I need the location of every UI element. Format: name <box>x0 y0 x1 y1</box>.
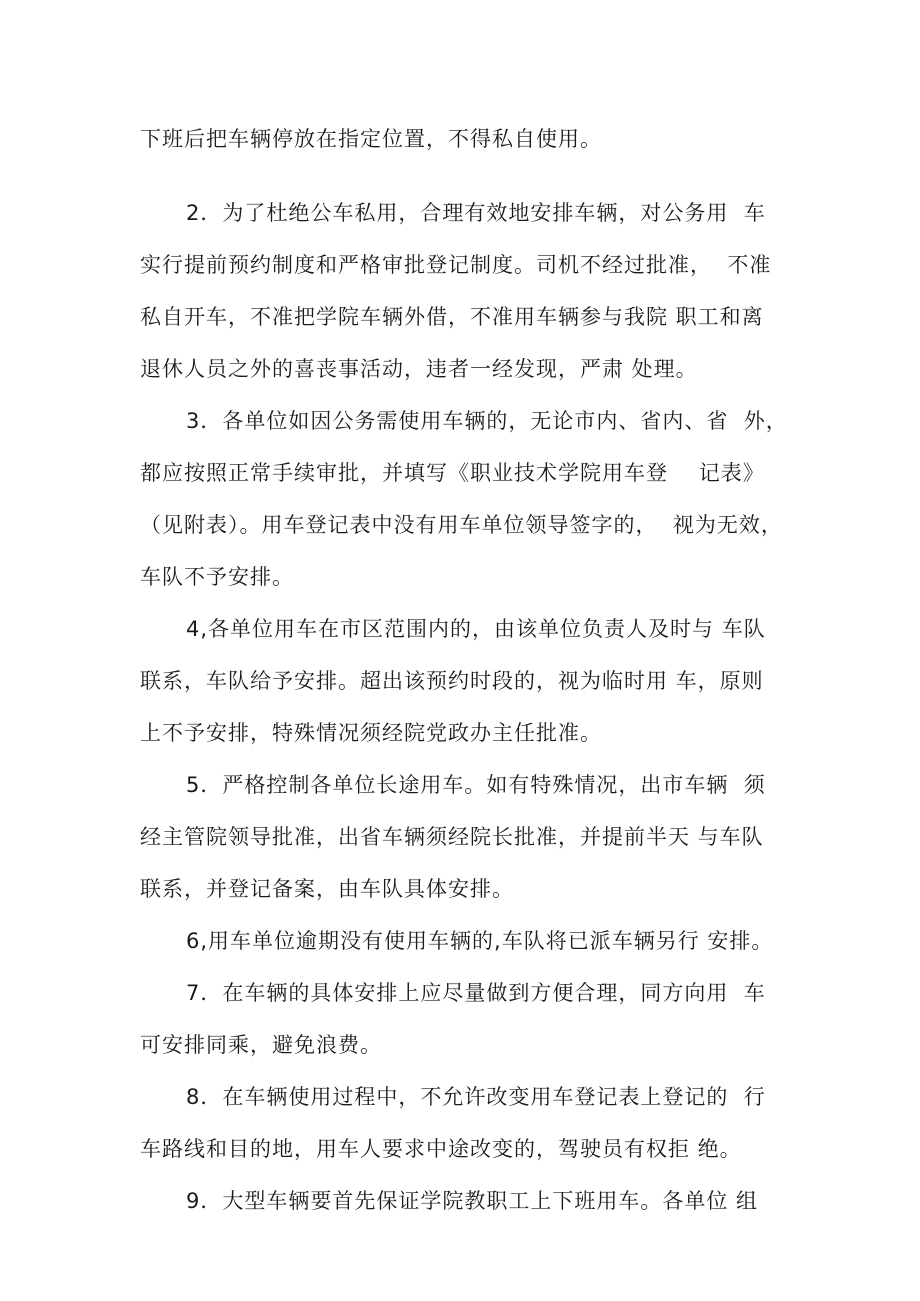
paragraph-8-line-1: 8．在车辆使用过程中，不允许改变用车登记表上登记的 行 <box>186 1085 766 1109</box>
paragraph-4-line-3: 上不予安排，特殊情况须经院党政办主任批准。 <box>140 721 602 745</box>
paragraph-7-line-1: 7．在车辆的具体安排上应尽量做到方便合理，同方向用 车 <box>186 981 766 1005</box>
paragraph-2-line-4: 退休人员之外的喜丧事活动，违者一经发现，严肃 处理。 <box>140 357 698 381</box>
paragraph-3-line-4: 车队不予安排。 <box>140 565 294 589</box>
paragraph-8-line-2: 车路线和目的地，用车人要求中途改变的，驾驶员有权拒 绝。 <box>140 1137 742 1161</box>
paragraph-2-line-2: 实行提前预约制度和严格审批登记制度。司机不经过批准， 不准 <box>140 253 772 277</box>
paragraph-5-line-3: 联系，并登记备案，由车队具体安排。 <box>140 877 514 901</box>
paragraph-5-line-2: 经主管院领导批准，出省车辆须经院长批准，并提前半天 与车队 <box>140 825 764 849</box>
document-body <box>140 113 800 1227</box>
paragraph-2-line-1: 2．为了杜绝公车私用，合理有效地安排车辆，对公务用 车 <box>186 201 766 225</box>
paragraph-5-line-1: 5．严格控制各单位长途用车。如有特殊情况，出市车辆 须 <box>186 773 766 797</box>
paragraph-4-line-1: 4,各单位用车在市区范围内的，由该单位负责人及时与 车队 <box>186 617 766 641</box>
paragraph-3-line-2: 都应按照正常手续审批，并填写《职业技术学院用车登 记表》 <box>140 461 765 485</box>
paragraph-2-line-3: 私自开车，不准把学院车辆外借，不准用车辆参与我院 职工和离 <box>140 305 764 329</box>
paragraph-9-line-1: 9．大型车辆要首先保证学院教职工上下班用车。各单位 组 <box>186 1189 759 1213</box>
paragraph-4-line-2: 联系，车队给予安排。超出该预约时段的，视为临时用 车，原则 <box>140 669 764 693</box>
paragraph-7-line-2: 可安排同乘，避免浪费。 <box>140 1033 382 1057</box>
paragraph-6-line-1: 6,用车单位逾期没有使用车辆的,车队将已派车辆另行 安排。 <box>186 929 774 953</box>
paragraph-3-line-1: 3．各单位如因公务需使用车辆的，无论市内、省内、省 外， <box>186 409 788 433</box>
paragraph-3-line-3: （见附表）。用车登记表中没有用车单位领导签字的， 视为无效， <box>140 513 783 537</box>
text-line: 下班后把车辆停放在指定位置，不得私自使用。 <box>140 127 602 151</box>
